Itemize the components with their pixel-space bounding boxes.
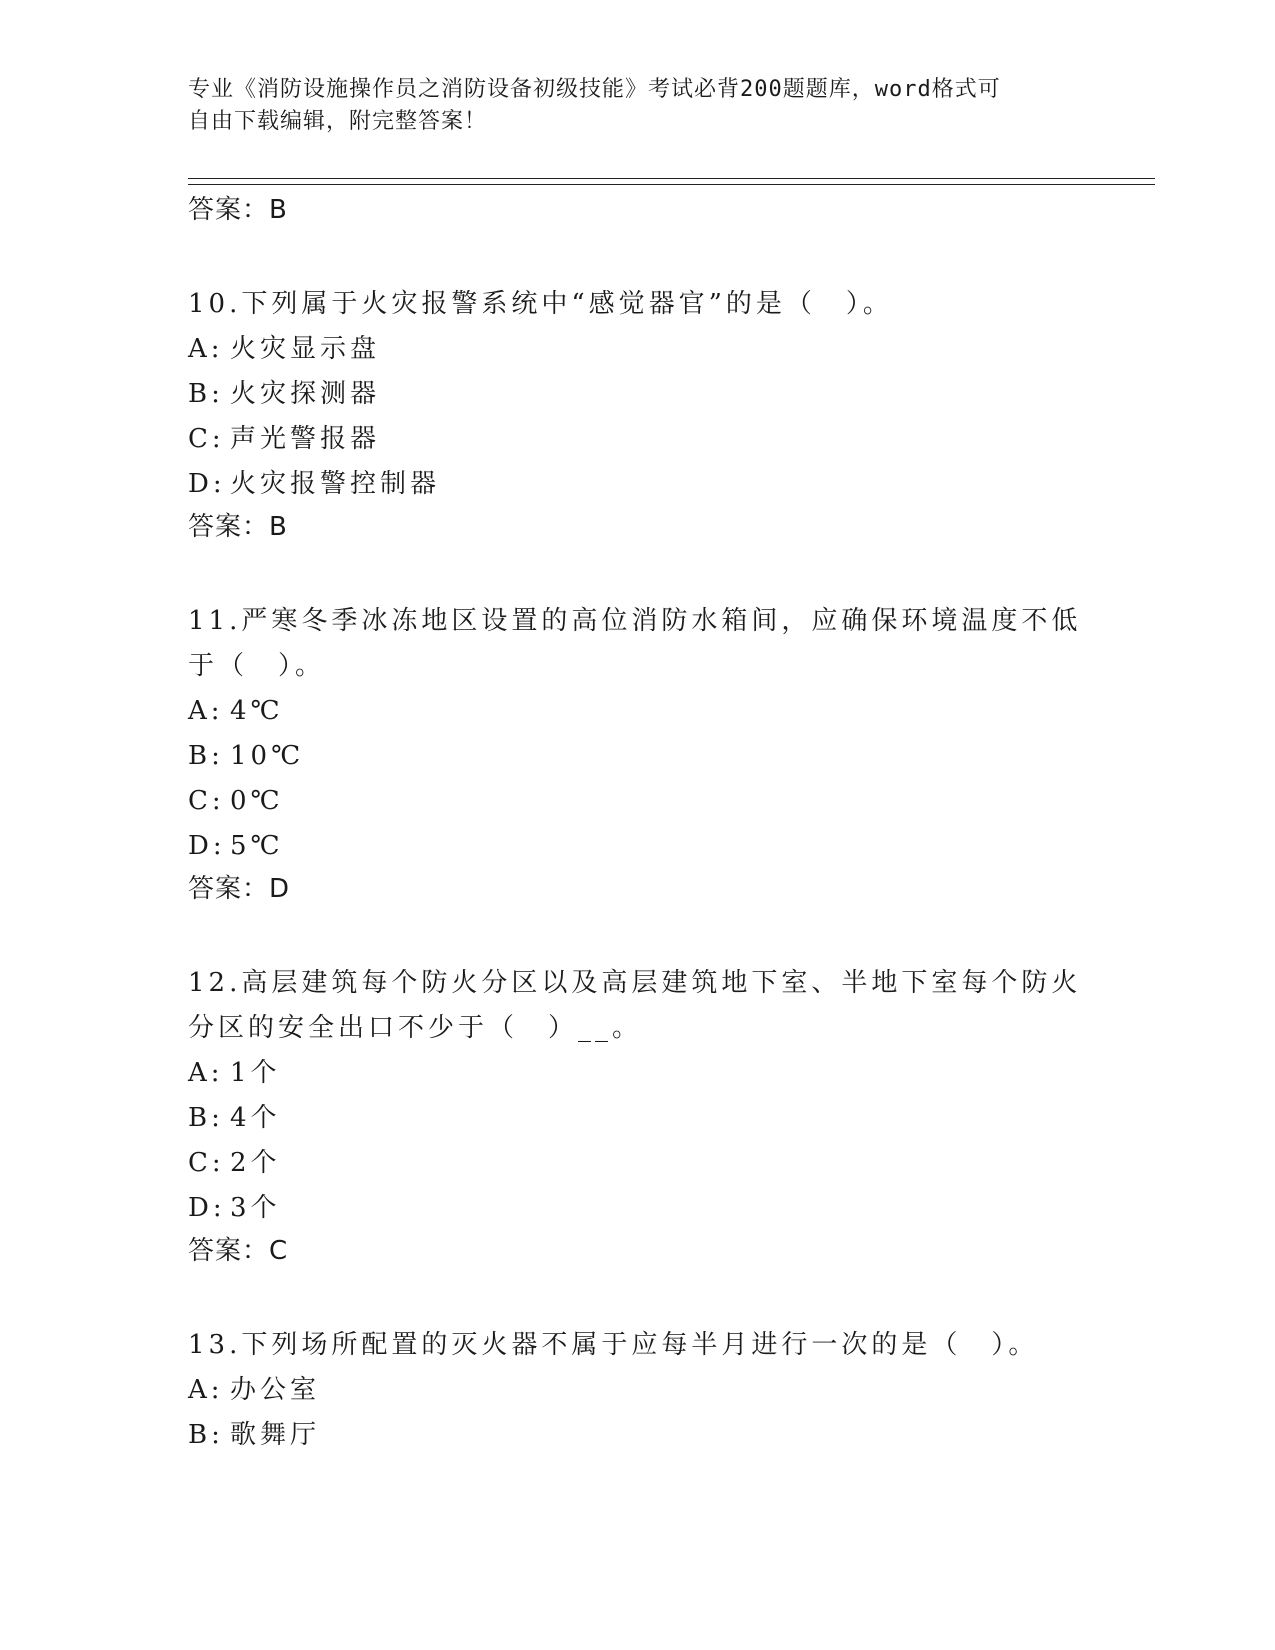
option-b bbox=[188, 1413, 1088, 1458]
option-text: 声光警报器 bbox=[230, 424, 381, 454]
header-rule-bottom bbox=[188, 184, 1155, 185]
option-a bbox=[188, 1368, 1088, 1413]
question-text: 13.下列场所配置的灭火器不属于应每半月进行一次的是（ ）。 bbox=[188, 1330, 1039, 1360]
question-12 bbox=[188, 961, 1088, 1267]
document-header bbox=[188, 74, 1088, 138]
option-text: 0℃ bbox=[230, 786, 284, 816]
option-text: 5℃ bbox=[230, 831, 284, 861]
option-letter: C: bbox=[188, 786, 225, 816]
option-letter: C: bbox=[188, 1148, 225, 1178]
option-d bbox=[188, 1186, 1088, 1231]
option-letter: D: bbox=[188, 831, 226, 861]
option-text: 10℃ bbox=[230, 741, 305, 771]
option-text: 2个 bbox=[230, 1148, 281, 1178]
option-text: 火灾报警控制器 bbox=[230, 469, 441, 499]
answer-label: 答案：B bbox=[188, 195, 288, 225]
option-text: 火灾显示盘 bbox=[230, 334, 381, 364]
option-letter: B: bbox=[188, 379, 224, 409]
option-c bbox=[188, 417, 1088, 462]
option-text: 1个 bbox=[230, 1058, 281, 1088]
option-b bbox=[188, 734, 1088, 779]
answer-label: 答案：B bbox=[188, 512, 288, 542]
option-d bbox=[188, 462, 1088, 507]
option-text: 3个 bbox=[230, 1193, 281, 1223]
option-text: 火灾探测器 bbox=[230, 379, 381, 409]
option-letter: B: bbox=[188, 1103, 224, 1133]
question-list bbox=[188, 190, 1088, 1458]
question-10 bbox=[188, 282, 1088, 543]
option-text: 歌舞厅 bbox=[230, 1420, 321, 1450]
option-b bbox=[188, 1096, 1088, 1141]
header-line-1: 专业《消防设施操作员之消防设备初级技能》考试必背200题题库，word格式可 bbox=[188, 77, 1001, 102]
option-b bbox=[188, 372, 1088, 417]
option-a bbox=[188, 1051, 1088, 1096]
option-a bbox=[188, 327, 1088, 372]
answer-label: 答案：D bbox=[188, 874, 291, 904]
question-text: 10.下列属于火灾报警系统中“感觉器官”的是（ ）。 bbox=[188, 289, 893, 319]
option-text: 4个 bbox=[230, 1103, 281, 1133]
option-letter: B: bbox=[188, 1420, 224, 1450]
option-letter: B: bbox=[188, 741, 224, 771]
question-13 bbox=[188, 1323, 1088, 1458]
header-rule-top bbox=[188, 178, 1155, 179]
option-letter: C: bbox=[188, 424, 225, 454]
header-line-2: 自由下载编辑，附完整答案！ bbox=[188, 109, 488, 134]
option-a bbox=[188, 689, 1088, 734]
option-letter: A: bbox=[188, 1058, 224, 1088]
option-letter: A: bbox=[188, 334, 224, 364]
option-d bbox=[188, 824, 1088, 869]
option-text: 4℃ bbox=[230, 696, 284, 726]
option-text: 办公室 bbox=[230, 1375, 321, 1405]
answer-label: 答案：C bbox=[188, 1236, 289, 1266]
question-text: 12.高层建筑每个防火分区以及高层建筑地下室、半地下室每个防火分区的安全出口不少于（ ）__。 bbox=[188, 968, 1082, 1043]
option-letter: A: bbox=[188, 1375, 224, 1405]
question-11 bbox=[188, 599, 1088, 905]
option-letter: D: bbox=[188, 1193, 226, 1223]
option-letter: D: bbox=[188, 469, 226, 499]
option-c bbox=[188, 1141, 1088, 1186]
option-letter: A: bbox=[188, 696, 224, 726]
question-text: 11.严寒冬季冰冻地区设置的高位消防水箱间，应确保环境温度不低于（ ）。 bbox=[188, 606, 1082, 681]
option-c bbox=[188, 779, 1088, 824]
